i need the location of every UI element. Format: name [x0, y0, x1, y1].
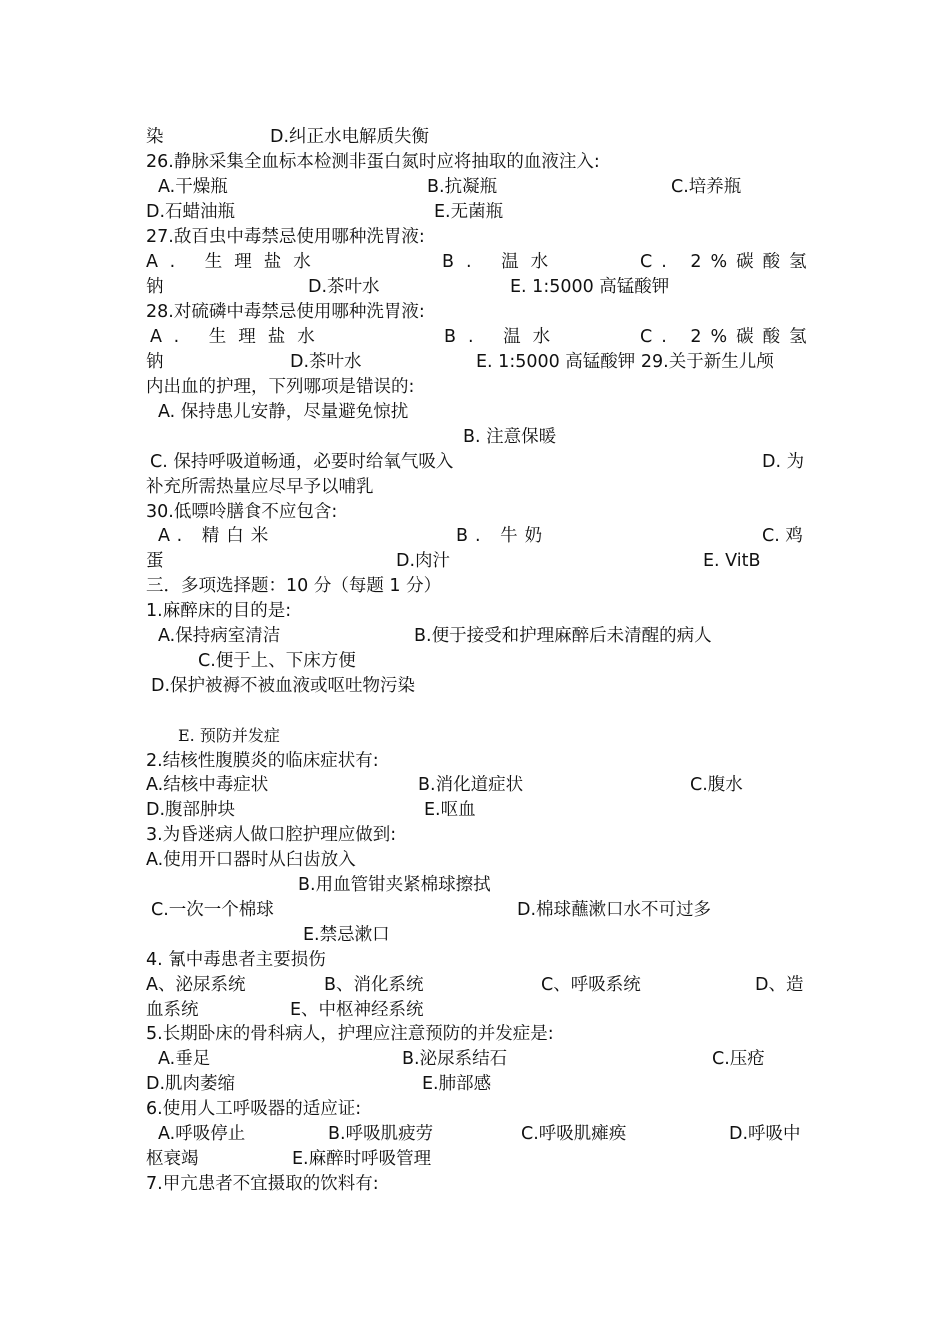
question-27: 27.敌百虫中毒禁忌使用哪种洗胃液:	[146, 227, 425, 247]
option: A.结核中毒症状	[146, 775, 269, 795]
option: A.保持病室清洁	[158, 626, 281, 646]
question-m2: 2.结核性腹膜炎的临床症状有:	[146, 751, 379, 771]
option: B.消化道症状	[418, 775, 524, 795]
question-m5: 5.长期卧床的骨科病人，护理应注意预防的并发症是:	[146, 1024, 554, 1044]
option: B.呼吸肌疲劳	[328, 1124, 434, 1144]
option: C.培养瓶	[671, 177, 742, 197]
option: 蛋	[146, 551, 164, 571]
option: E.禁忌漱口	[303, 925, 390, 945]
section-heading: 三．多项选择题：10 分（每题 1 分）	[146, 576, 442, 596]
option: A、泌尿系统	[146, 975, 246, 995]
option: C.腹水	[690, 775, 743, 795]
question-29: 内出血的护理，下列哪项是错误的:	[146, 377, 415, 397]
option: B.便于接受和护理麻醉后未清醒的病人	[414, 626, 712, 646]
option: 血系统	[146, 1000, 199, 1020]
option: D.肉汁	[396, 551, 451, 571]
option: B、消化系统	[324, 975, 424, 995]
question-m1: 1.麻醉床的目的是:	[146, 601, 292, 621]
option: E、中枢神经系统	[290, 1000, 424, 1020]
option: C. 2%碳酸氢	[640, 327, 816, 347]
option: A.干燥瓶	[158, 177, 228, 197]
option: A. 保持患儿安静，尽量避免惊扰	[158, 402, 409, 422]
question-m3: 3.为昏迷病人做口腔护理应做到:	[146, 825, 397, 845]
option: A. 生理盐水	[146, 252, 323, 272]
option: A.呼吸停止	[158, 1124, 246, 1144]
question-30: 30.低嘌呤膳食不应包含:	[146, 502, 338, 522]
option: C.一次一个棉球	[151, 900, 274, 920]
option: B. 温水	[444, 327, 563, 347]
option: C. 鸡	[762, 526, 803, 546]
option: E. 1:5000 高锰酸钾 29.关于新生儿颅	[476, 352, 774, 372]
option: D.茶叶水	[308, 277, 380, 297]
option: C. 2%碳酸氢	[640, 252, 816, 272]
option: E.肺部感	[422, 1074, 492, 1094]
question-m6: 6.使用人工呼吸器的适应证:	[146, 1099, 362, 1119]
option: 钠	[146, 352, 164, 372]
option: E. 预防并发症	[178, 726, 280, 745]
option: C.压疮	[712, 1049, 765, 1069]
option: B.泌尿系结石	[402, 1049, 508, 1069]
text-line: 染	[146, 127, 164, 147]
option: D.肌肉萎缩	[146, 1074, 236, 1094]
question-m7: 7.甲亢患者不宜摄取的饮料有:	[146, 1174, 379, 1194]
option: D.棉球蘸漱口水不可过多	[517, 900, 712, 920]
question-28: 28.对硫磷中毒禁忌使用哪种洗胃液:	[146, 302, 425, 322]
option: A. 生理盐水	[150, 327, 327, 347]
text-line: D.纠正水电解质失衡	[270, 127, 430, 147]
option: C.便于上、下床方便	[198, 651, 356, 671]
option: B. 牛奶	[456, 526, 550, 546]
option: 补充所需热量应尽早予以哺乳	[146, 477, 374, 497]
option: 钠	[146, 277, 164, 297]
option: D.保护被褥不被血液或呕吐物污染	[151, 676, 416, 696]
question-m4: 4. 氰中毒患者主要损伤	[146, 950, 326, 970]
option: A.使用开口器时从臼齿放入	[146, 850, 356, 870]
option: 枢衰竭	[146, 1149, 199, 1169]
option: B.抗凝瓶	[427, 177, 498, 197]
option: E. 1:5000 高锰酸钾	[510, 277, 670, 297]
option: A. 精白米	[158, 526, 276, 546]
option: C. 保持呼吸道畅通，必要时给氧气吸入	[150, 452, 454, 472]
option: D. 为	[762, 452, 805, 472]
option: A.垂足	[158, 1049, 211, 1069]
option: B.用血管钳夹紧棉球擦拭	[298, 875, 491, 895]
option: D.茶叶水	[290, 352, 362, 372]
option: E.无菌瓶	[434, 202, 504, 222]
option: C.呼吸肌瘫痪	[521, 1124, 627, 1144]
option: B. 注意保暖	[463, 427, 557, 447]
option: D、造	[755, 975, 804, 995]
option: E.呕血	[424, 800, 476, 820]
option: E.麻醉时呼吸管理	[292, 1149, 432, 1169]
option: D.呼吸中	[729, 1124, 801, 1144]
option: C、呼吸系统	[541, 975, 641, 995]
option: D.石蜡油瓶	[146, 202, 236, 222]
option: E. VitB	[703, 551, 761, 571]
option: D.腹部肿块	[146, 800, 236, 820]
option: B. 温水	[442, 252, 561, 272]
question-26: 26.静脉采集全血标本检测非蛋白氮时应将抽取的血液注入:	[146, 152, 600, 172]
